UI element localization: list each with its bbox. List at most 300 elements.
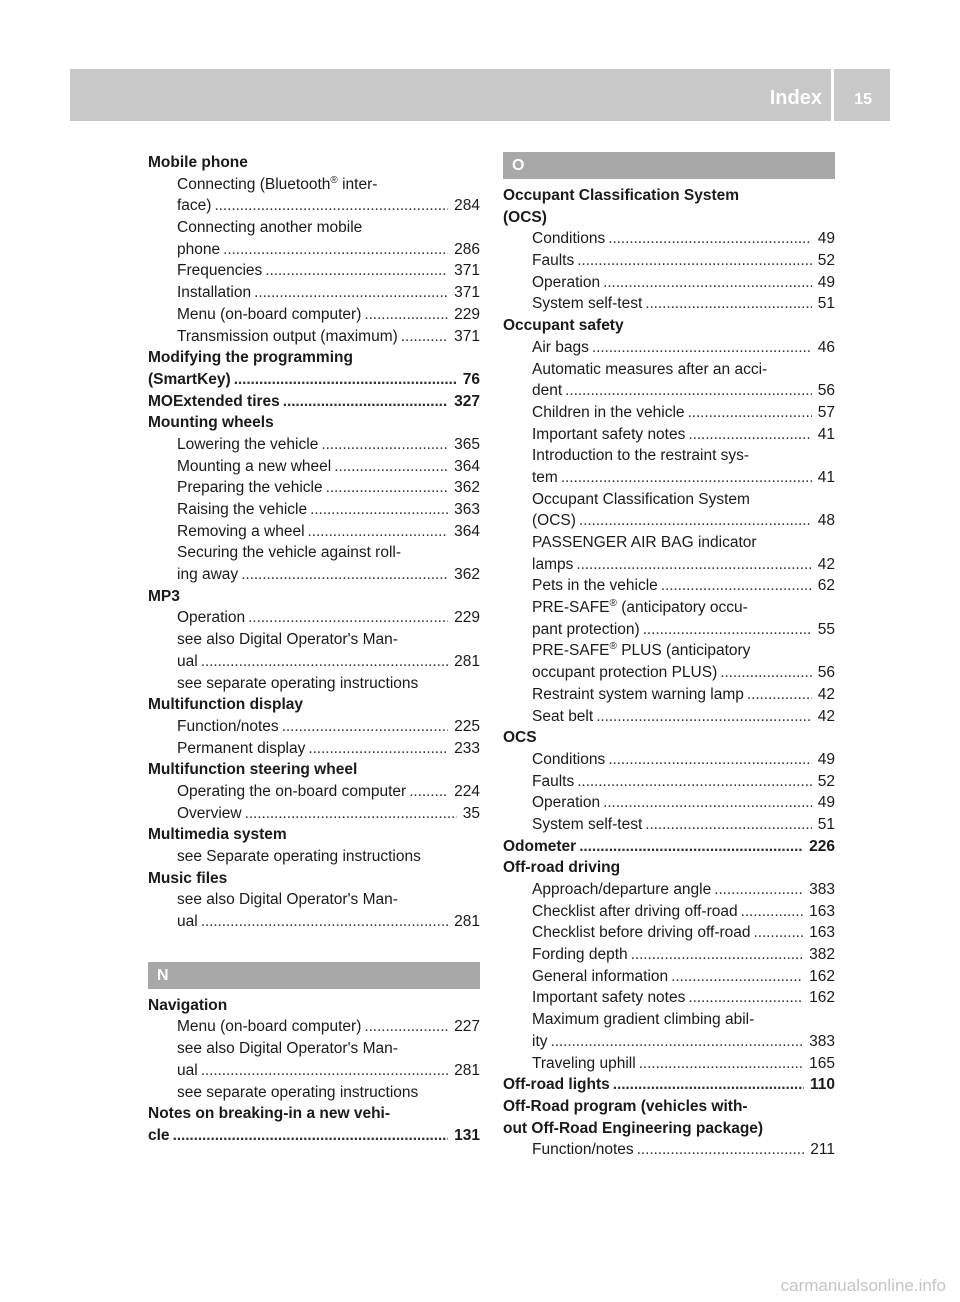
section-letter-bar: N: [148, 962, 480, 989]
dot-leader: [248, 607, 448, 629]
page-reference[interactable]: 162: [809, 989, 835, 1007]
entry-text: Multifunction display: [148, 696, 303, 714]
index-subentry: [503, 554, 835, 576]
dot-leader: [308, 738, 448, 760]
entry-text: Operation: [532, 273, 601, 291]
index-subentry: [503, 510, 835, 532]
dot-leader: [603, 792, 812, 814]
index-subentry: [503, 337, 835, 359]
entry-text: occupant protection PLUS): [532, 664, 718, 682]
registered-mark: ®: [330, 174, 338, 186]
page-reference[interactable]: 362: [454, 566, 480, 584]
dot-leader: [265, 260, 448, 282]
index-subentry: [148, 217, 480, 239]
registered-mark: ®: [609, 597, 617, 609]
dot-leader: [579, 510, 812, 532]
page-reference[interactable]: 35: [462, 804, 480, 822]
entry-text: Seat belt: [532, 707, 594, 725]
dot-leader: [254, 282, 448, 304]
page-reference[interactable]: 49: [817, 273, 835, 291]
index-subentry: [148, 195, 480, 217]
index-subentry: [148, 282, 480, 304]
page-reference[interactable]: 51: [817, 815, 835, 833]
entry-text-continued: PLUS (anticipatory: [616, 642, 751, 660]
dot-leader: [551, 1031, 804, 1053]
index-heading: [503, 1096, 835, 1118]
dot-leader: [613, 1074, 804, 1096]
entry-text: Removing a wheel: [177, 522, 305, 540]
entry-text: see also Digital Operator's Man-: [177, 631, 398, 649]
index-subentry: [503, 771, 835, 793]
index-heading: [503, 1118, 835, 1140]
index-subentry: [503, 814, 835, 836]
entry-text: Air bags: [532, 338, 589, 356]
index-subentry: [148, 1060, 480, 1082]
page-reference[interactable]: 364: [454, 457, 480, 475]
dot-leader: [741, 901, 804, 923]
entry-text: Important safety notes: [532, 989, 686, 1007]
page-reference[interactable]: 49: [817, 230, 835, 248]
index-subentry: [148, 477, 480, 499]
entry-text: Pets in the vehicle: [532, 577, 658, 595]
entry-text: Occupant Classification System: [503, 187, 740, 204]
page-reference[interactable]: 42: [817, 685, 835, 703]
index-heading: [503, 727, 835, 749]
dot-leader: [577, 771, 812, 793]
page-reference[interactable]: 52: [817, 252, 835, 270]
page-reference[interactable]: 371: [454, 284, 480, 302]
page-reference[interactable]: 362: [454, 479, 480, 497]
page-reference[interactable]: 163: [809, 924, 835, 942]
page-reference[interactable]: 41: [817, 425, 835, 443]
entry-text: Multifunction steering wheel: [148, 761, 358, 779]
dot-leader: [310, 499, 448, 521]
index-subentry: [503, 1053, 835, 1075]
entry-text: PRE-SAFE: [532, 642, 610, 660]
dot-leader: [592, 337, 812, 359]
page-reference[interactable]: 211: [810, 1141, 835, 1159]
index-subentry: [503, 749, 835, 771]
index-subentry: [503, 532, 835, 554]
index-heading: [148, 995, 480, 1017]
entry-text: Function/notes: [532, 1141, 634, 1159]
index-heading: [503, 185, 835, 207]
index-subentry: [503, 359, 835, 381]
index-subentry: [148, 716, 480, 738]
entry-text: Permanent display: [177, 739, 306, 757]
entry-text: phone: [177, 240, 221, 258]
index-subentry: [503, 684, 835, 706]
page-reference[interactable]: 225: [454, 717, 480, 735]
entry-text: ing away: [177, 566, 239, 584]
dot-leader: [577, 250, 812, 272]
page-reference[interactable]: 56: [817, 382, 835, 400]
dot-leader: [173, 1125, 449, 1147]
index-column-right: [503, 152, 835, 1161]
entry-text: cle: [148, 1126, 170, 1144]
dot-leader: [334, 456, 448, 478]
entry-text: Important safety notes: [532, 425, 686, 443]
page-number: 15: [854, 91, 872, 108]
entry-text: ual: [177, 913, 198, 931]
entry-text: Transmission output (maximum): [177, 327, 398, 345]
entry-text: Navigation: [148, 996, 228, 1014]
page-reference[interactable]: 281: [454, 652, 480, 670]
index-subentry: [503, 424, 835, 446]
index-subentry: [148, 629, 480, 651]
index-subentry: [148, 889, 480, 911]
dot-leader: [688, 424, 811, 446]
page-reference[interactable]: 48: [817, 512, 835, 530]
index-subentry: [503, 467, 835, 489]
page-reference[interactable]: 42: [817, 555, 835, 573]
page-reference[interactable]: 286: [454, 240, 480, 258]
entry-text: Conditions: [532, 750, 606, 768]
index-subentry: [148, 260, 480, 282]
page-reference[interactable]: 383: [809, 1032, 835, 1050]
page-reference[interactable]: 224: [454, 782, 480, 800]
entry-text: (SmartKey): [148, 370, 231, 388]
index-subentry: [503, 402, 835, 424]
page-reference[interactable]: 227: [454, 1018, 480, 1036]
entry-text: MOExtended tires: [148, 392, 280, 410]
spacer: [148, 933, 480, 962]
entry-text: Restraint system warning lamp: [532, 685, 744, 703]
page-reference[interactable]: 76: [462, 370, 480, 388]
index-subentry: [503, 706, 835, 728]
index-subentry: [503, 380, 835, 402]
dot-leader: [241, 564, 448, 586]
entry-text: Checklist after driving off-road: [532, 902, 738, 920]
page-reference[interactable]: 52: [817, 772, 835, 790]
entry-text: Off-road driving: [503, 859, 621, 877]
page-reference[interactable]: 229: [454, 609, 480, 627]
dot-leader: [661, 575, 812, 597]
page-reference[interactable]: 51: [817, 295, 835, 313]
index-subentry: [503, 228, 835, 250]
dot-leader: [321, 434, 448, 456]
watermark: carmanualsonline.info: [780, 1276, 946, 1295]
dot-leader: [283, 391, 448, 413]
index-subentry: [148, 499, 480, 521]
index-heading: [148, 824, 480, 846]
page-reference[interactable]: 229: [454, 305, 480, 323]
page-reference[interactable]: 165: [809, 1054, 835, 1072]
entry-text-continued: inter-: [337, 175, 378, 193]
entry-text: Menu (on-board computer): [177, 1018, 362, 1036]
entry-text: Mounting a new wheel: [177, 457, 332, 475]
dot-leader: [637, 1139, 805, 1161]
index-subentry: [503, 1009, 835, 1031]
dot-leader: [747, 684, 812, 706]
index-subentry: [148, 174, 480, 196]
page-reference[interactable]: 163: [809, 902, 835, 920]
page-reference[interactable]: 327: [454, 392, 480, 410]
entry-text: see separate operating instructions: [177, 674, 419, 692]
index-subentry: [503, 640, 835, 662]
entry-text: Introduction to the restraint sys-: [532, 447, 750, 465]
entry-text: lamps: [532, 555, 574, 573]
page-reference[interactable]: 364: [454, 522, 480, 540]
dot-leader: [671, 966, 803, 988]
page-reference[interactable]: 41: [817, 468, 835, 486]
entry-text: out Off-Road Engineering package): [503, 1119, 764, 1137]
entry-text: Traveling uphill: [532, 1054, 636, 1072]
dot-leader: [308, 521, 449, 543]
dot-leader: [720, 662, 812, 684]
index-subentry: [148, 1038, 480, 1060]
index-heading: [503, 1074, 835, 1096]
dot-leader: [245, 803, 457, 825]
page-reference[interactable]: 233: [454, 739, 480, 757]
dot-leader: [631, 944, 803, 966]
entry-text: Children in the vehicle: [532, 403, 685, 421]
registered-mark: ®: [609, 641, 617, 653]
dot-leader: [714, 879, 803, 901]
index-heading: [148, 694, 480, 716]
entry-text: tem: [532, 468, 558, 486]
entry-text: Mobile phone: [148, 154, 248, 171]
index-subentry: [148, 304, 480, 326]
index-subentry: [148, 911, 480, 933]
entry-text: System self-test: [532, 815, 643, 833]
index-subentry: [503, 489, 835, 511]
entry-text: Menu (on-board computer): [177, 305, 362, 323]
dot-leader: [234, 369, 457, 391]
page-reference[interactable]: 383: [809, 881, 835, 898]
dot-leader: [596, 706, 812, 728]
dot-leader: [214, 195, 448, 217]
page-reference[interactable]: 162: [809, 967, 835, 985]
entry-text: Fording depth: [532, 946, 628, 964]
entry-text: Operating the on-board computer: [177, 782, 407, 800]
entry-text: ual: [177, 652, 198, 670]
page-reference[interactable]: 382: [809, 946, 835, 964]
index-subentry: [148, 1082, 480, 1104]
index-subentry: [503, 944, 835, 966]
index-subentry: [148, 803, 480, 825]
index-subentry: [503, 619, 835, 641]
entry-text: Occupant Classification System: [532, 490, 750, 508]
page-reference[interactable]: 57: [817, 403, 835, 421]
entry-text: Faults: [532, 252, 575, 270]
page-reference[interactable]: 62: [817, 577, 835, 595]
dot-leader: [565, 380, 812, 402]
index-subentry: [503, 597, 835, 619]
dot-leader: [561, 467, 812, 489]
section-title: Index: [769, 87, 822, 109]
entry-text: Off-Road program (vehicles with-: [503, 1097, 748, 1115]
index-heading: [503, 207, 835, 229]
page-reference[interactable]: 371: [454, 262, 480, 280]
dot-leader: [409, 781, 448, 803]
index-heading: [148, 759, 480, 781]
entry-text: ity: [532, 1032, 548, 1050]
page-reference[interactable]: 46: [817, 338, 835, 356]
index-subentry: [148, 456, 480, 478]
index-subentry: [148, 846, 480, 868]
index-subentry: [148, 738, 480, 760]
dot-leader: [579, 836, 803, 858]
entry-text: Connecting another mobile: [177, 219, 363, 237]
index-subentry: [148, 239, 480, 261]
index-heading: [503, 836, 835, 858]
page-reference[interactable]: 131: [454, 1126, 480, 1144]
page-reference[interactable]: 110: [809, 1076, 835, 1094]
dot-leader: [201, 1060, 448, 1082]
index-heading: [148, 868, 480, 890]
page-reference[interactable]: 363: [454, 501, 480, 518]
entry-text: see also Digital Operator's Man-: [177, 1040, 398, 1058]
entry-text: Off-road lights: [503, 1076, 610, 1094]
entry-text-continued: (anticipatory occu-: [616, 599, 748, 617]
index-subentry: [148, 1016, 480, 1038]
index-heading: [148, 412, 480, 434]
dot-leader: [364, 1016, 448, 1038]
index-subentry: [148, 607, 480, 629]
dot-leader: [639, 1053, 803, 1075]
index-subentry: [503, 987, 835, 1009]
index-subentry: [148, 651, 480, 673]
entry-text: Operation: [177, 609, 246, 627]
dot-leader: [201, 911, 448, 933]
index-subentry: [148, 564, 480, 586]
entry-text: face): [177, 197, 212, 215]
page-reference[interactable]: 281: [454, 1061, 480, 1079]
dot-leader: [223, 239, 448, 261]
entry-text: Mounting wheels: [148, 414, 274, 432]
index-subentry: [503, 901, 835, 923]
page-reference[interactable]: 42: [817, 707, 835, 725]
dot-leader: [401, 326, 448, 348]
index-subentry: [503, 575, 835, 597]
index-heading: [148, 347, 480, 369]
entry-text: PRE-SAFE: [532, 599, 610, 617]
index-heading: [148, 391, 480, 413]
index-subentry: [148, 673, 480, 695]
page-reference[interactable]: 365: [454, 435, 480, 453]
entry-text: Modifying the programming: [148, 349, 353, 367]
page-reference[interactable]: 49: [817, 794, 835, 812]
index-heading: [503, 857, 835, 879]
dot-leader: [688, 402, 812, 424]
entry-text: Maximum gradient climbing abil-: [532, 1011, 755, 1029]
entry-text: pant protection): [532, 620, 640, 638]
index-subentry: [503, 879, 835, 901]
entry-text: Odometer: [503, 837, 577, 855]
entry-text: Automatic measures after an acci-: [532, 360, 768, 378]
entry-text: Preparing the vehicle: [177, 479, 323, 497]
index-heading: [148, 1125, 480, 1147]
entry-text: Notes on breaking-in a new vehi-: [148, 1105, 391, 1123]
entry-text: Occupant safety: [503, 317, 624, 335]
page-reference[interactable]: 284: [454, 197, 480, 215]
index-subentry: [503, 966, 835, 988]
dot-leader: [282, 716, 448, 738]
entry-text: see separate operating instructions: [177, 1083, 419, 1101]
entry-text: Faults: [532, 772, 575, 790]
dot-leader: [643, 619, 812, 641]
entry-text: Music files: [148, 869, 228, 887]
entry-text: Conditions: [532, 230, 606, 248]
index-subentry: [503, 293, 835, 315]
dot-leader: [645, 293, 812, 315]
entry-text: Function/notes: [177, 717, 279, 735]
entry-text: Overview: [177, 804, 242, 822]
page-reference[interactable]: 371: [454, 327, 480, 345]
page-reference[interactable]: 49: [817, 750, 835, 768]
index-heading: [148, 1103, 480, 1125]
entry-text: Securing the vehicle against roll-: [177, 544, 402, 562]
entry-text: see Separate operating instructions: [177, 848, 421, 865]
entry-text: Approach/departure angle: [532, 881, 712, 898]
index-subentry: [503, 792, 835, 814]
entry-text: MP3: [148, 587, 180, 605]
index-subentry: [503, 1031, 835, 1053]
index-subentry: [503, 250, 835, 272]
dot-leader: [603, 272, 812, 294]
index-subentry: [503, 272, 835, 294]
dot-leader: [201, 651, 448, 673]
index-heading: [148, 369, 480, 391]
entry-text: OCS: [503, 729, 537, 747]
index-subentry: [148, 781, 480, 803]
entry-text: see also Digital Operator's Man-: [177, 891, 398, 909]
index-subentry: [503, 445, 835, 467]
dot-leader: [645, 814, 812, 836]
dot-leader: [608, 228, 812, 250]
dot-leader: [688, 987, 803, 1009]
index-subentry: [148, 542, 480, 564]
entry-text: dent: [532, 382, 563, 400]
index-subentry: [148, 434, 480, 456]
page-header: [70, 69, 890, 121]
entry-text: Frequencies: [177, 262, 263, 280]
header-divider: [831, 69, 834, 121]
entry-text: Lowering the vehicle: [177, 435, 319, 453]
entry-text: (OCS): [532, 512, 576, 530]
index-subentry: [148, 521, 480, 543]
page-reference[interactable]: 281: [454, 913, 480, 931]
page-reference[interactable]: 55: [817, 620, 835, 638]
dot-leader: [326, 477, 449, 499]
page-reference[interactable]: 226: [809, 837, 835, 855]
entry-text: Checklist before driving off-road: [532, 924, 751, 942]
page-reference[interactable]: 56: [817, 664, 835, 682]
section-letter-bar: O: [503, 152, 835, 179]
index-subentry: [503, 922, 835, 944]
entry-text: General information: [532, 967, 669, 985]
entry-text: Connecting (Bluetooth: [177, 175, 331, 193]
dot-leader: [576, 554, 811, 576]
dot-leader: [364, 304, 448, 326]
index-subentry: [148, 326, 480, 348]
index-heading: [503, 315, 835, 337]
index-column-left: [148, 152, 480, 1147]
index-subentry: [503, 662, 835, 684]
index-subentry: [503, 1139, 835, 1161]
entry-text: (OCS): [503, 208, 547, 226]
entry-text: Multimedia system: [148, 826, 287, 844]
entry-text: Raising the vehicle: [177, 501, 308, 518]
entry-text: System self-test: [532, 295, 643, 313]
index-heading: [148, 586, 480, 608]
dot-leader: [754, 922, 804, 944]
entry-text: Operation: [532, 794, 601, 812]
index-heading: [148, 152, 480, 174]
dot-leader: [608, 749, 812, 771]
entry-text: ual: [177, 1061, 198, 1079]
